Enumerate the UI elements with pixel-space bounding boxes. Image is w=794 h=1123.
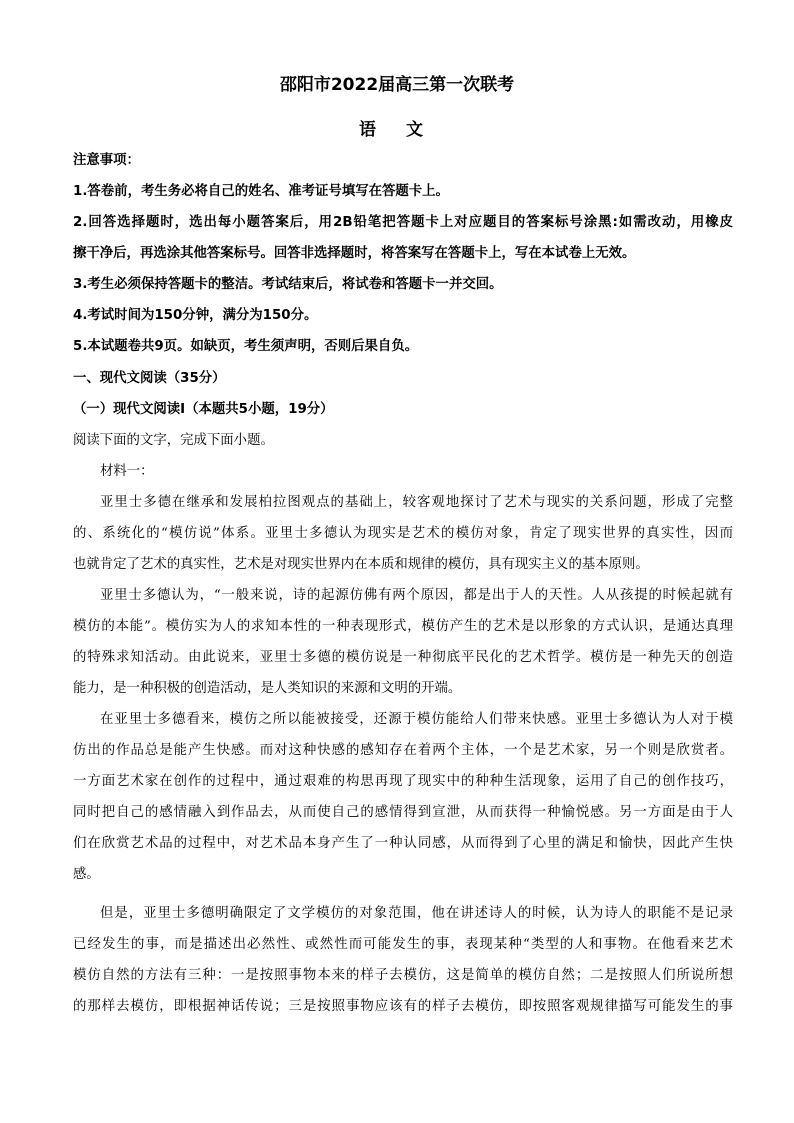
- paragraph-line: 也就肯定了艺术的真实性，艺术是对现实世界内在本质和规律的模仿，具有现实主义的基本原则。: [73, 557, 649, 572]
- notice-heading: 注意事项：: [73, 153, 140, 168]
- paragraph-line: 能力，是一种积极的创造活动，是人类知识的来源和文明的开端。: [73, 681, 462, 696]
- notice-item: 擦干净后，再选涂其他答案标号。回答非选择题时，将答案写在答题卡上，写在本试卷上无效。: [73, 246, 636, 261]
- notice-item: 2.回答选择题时，选出每小题答案后，用2B铅笔把答题卡上对应题目的答案标号涂黑:如需改动，用橡皮: [73, 215, 733, 230]
- paragraph-line: 同时把自己的感情融入到作品去，从而使自己的感情得到宣泄，从而获得一种愉悦感。另一方面是由于人: [73, 805, 733, 820]
- exam-title: 邵阳市2022届高三第一次联考: [279, 75, 515, 95]
- paragraph-line: 亚里士多德在继承和发展柏拉图观点的基础上，较客观地探讨了艺术与现实的关系问题，形成了完整: [100, 495, 733, 510]
- paragraph-line: 感。: [73, 867, 100, 882]
- paragraph-line: 的那样去模仿，即根据神话传说；三是按照事物应该有的样子去模仿，即按照客观规律描写可能发生的事: [73, 999, 733, 1014]
- notice-item: 1.答卷前，考生务必将自己的姓名、准考证号填写在答题卡上。: [73, 184, 449, 199]
- paragraph-line: 但是，亚里士多德明确限定了文学模仿的对象范围，他在讲述诗人的时候，认为诗人的职能不是记录: [100, 906, 733, 921]
- paragraph-line: 的、系统化的“模仿说”体系。亚里士多德认为现实是艺术的模仿对象，肯定了现实世界的真实性，因而: [73, 526, 733, 541]
- reading-instruction: 阅读下面的文字，完成下面小题。: [73, 433, 274, 448]
- paragraph-line: 模仿的本能”。模仿实为人的求知本性的一种表现形式，模仿产生的艺术是以形象的方式认识，是通达真理: [73, 619, 733, 634]
- notice-item: 5.本试题卷共9页。如缺页，考生须声明，否则后果自负。: [73, 339, 419, 354]
- section-subheading: （一）现代文阅读Ⅰ（本题共5小题，19分）: [73, 402, 334, 417]
- section-heading: 一、现代文阅读（35分）: [73, 371, 226, 386]
- paragraph-line: 模仿自然的方法有三种：一是按照事物本来的样子去模仿，这是简单的模仿自然；二是按照人们所说所想: [73, 968, 733, 983]
- material-label: 材料一：: [100, 464, 154, 479]
- subject-title: 语 文: [359, 120, 435, 140]
- paragraph-line: 在亚里士多德看来，模仿之所以能被接受，还源于模仿能给人们带来快感。亚里士多德认为人对于模: [100, 712, 733, 727]
- paragraph-line: 的特殊求知活动。由此说来，亚里士多德的模仿说是一种彻底平民化的艺术哲学。模仿是一种先天的创造: [73, 650, 733, 665]
- paragraph-line: 亚里士多德认为，“一般来说，诗的起源仿佛有两个原因，都是出于人的天性。人从孩提的时候起就有: [100, 588, 733, 603]
- paragraph-line: 仿出的作品总是能产生快感。而对这种快感的感知存在着两个主体，一个是艺术家，另一个则是欣赏者。: [73, 743, 733, 758]
- notice-item: 4.考试时间为150分钟，满分为150分。: [73, 308, 318, 323]
- notice-item: 3.考生必须保持答题卡的整洁。考试结束后，将试卷和答题卡一并交回。: [73, 277, 503, 292]
- paragraph-line: 一方面艺术家在创作的过程中，通过艰难的构思再现了现实中的种种生活现象，运用了自己的创作技巧，: [73, 774, 733, 789]
- paragraph-line: 已经发生的事，而是描述出必然性、或然性而可能发生的事，表现某种“类型的人和事物。在他看来艺术: [73, 937, 733, 952]
- paragraph-line: 们在欣赏艺术品的过程中，对艺术品本身产生了一种认同感，从而得到了心里的满足和愉快，因此产生快: [73, 836, 733, 851]
